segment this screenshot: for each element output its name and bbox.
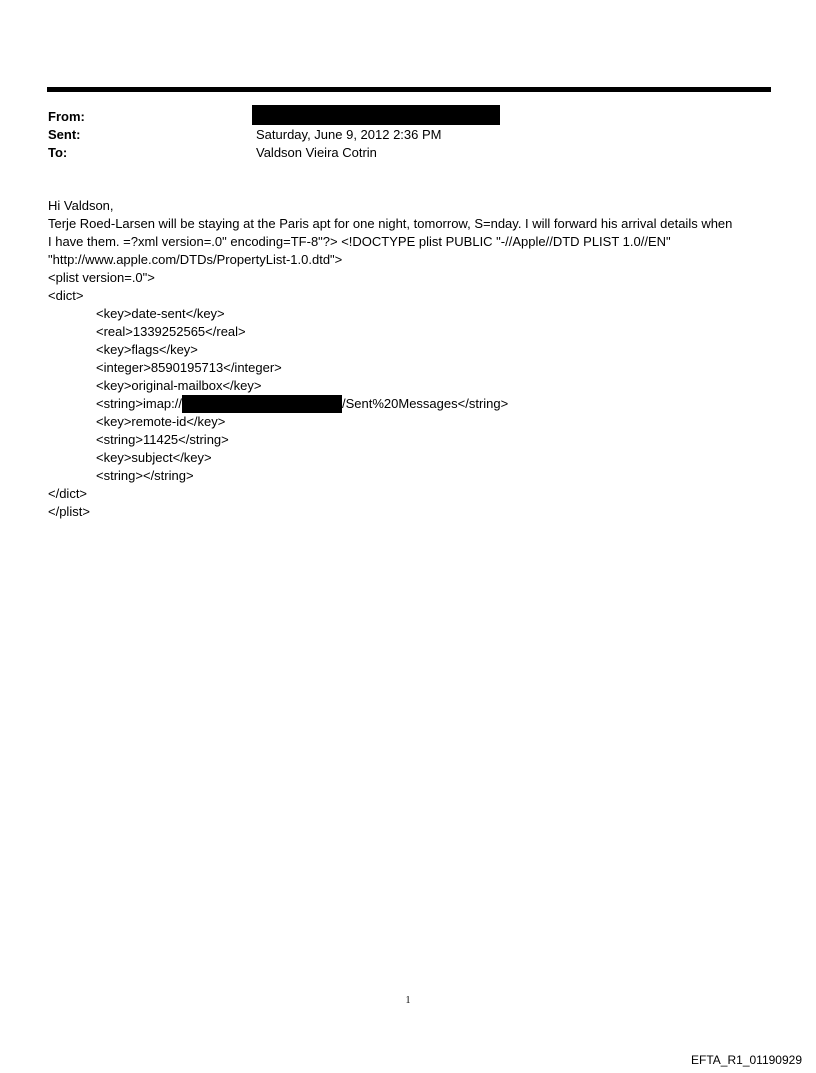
body-line: "http://www.apple.com/DTDs/PropertyList-1.0.dtd"> bbox=[48, 252, 343, 267]
greeting: Hi Valdson, bbox=[48, 198, 114, 213]
plist-close: </plist> bbox=[48, 504, 90, 519]
plist-key-line: <key>subject</key> bbox=[96, 450, 212, 465]
plist-imap-line bbox=[48, 395, 770, 413]
plist-key-line: <key>remote-id</key> bbox=[96, 414, 226, 429]
redaction-box bbox=[182, 395, 342, 413]
imap-prefix: <string>imap:// bbox=[96, 396, 182, 411]
plist-value-line: <real>1339252565</real> bbox=[96, 324, 246, 339]
header-divider bbox=[47, 87, 771, 92]
dict-open: <dict> bbox=[48, 288, 84, 303]
email-body bbox=[48, 197, 770, 521]
sent-label: Sent: bbox=[48, 127, 81, 142]
plist-open: <plist version=.0"> bbox=[48, 270, 155, 285]
plist-key-line: <key>date-sent</key> bbox=[96, 306, 225, 321]
body-line: Terje Roed-Larsen will be staying at the Paris apt for one night, tomorrow, S=nday. I will forward his arrival details when bbox=[48, 216, 733, 231]
email-header bbox=[48, 108, 768, 162]
from-label: From: bbox=[48, 109, 85, 124]
plist-key-line: <key>flags</key> bbox=[96, 342, 198, 357]
from-row bbox=[48, 108, 768, 126]
body-line: I have them. =?xml version=.0" encoding=TF-8"?> <!DOCTYPE plist PUBLIC "-//Apple//DTD PLIST 1.0//EN" bbox=[48, 234, 671, 249]
document-id: EFTA_R1_01190929 bbox=[691, 1053, 802, 1067]
redaction-box bbox=[252, 105, 500, 125]
plist-key-line: <key>original-mailbox</key> bbox=[96, 378, 262, 393]
to-label: To: bbox=[48, 145, 68, 160]
plist-value-line: <string></string> bbox=[96, 468, 194, 483]
page-number: 1 bbox=[405, 995, 411, 1006]
sent-row bbox=[48, 126, 768, 144]
plist-value-line: <integer>8590195713</integer> bbox=[96, 360, 282, 375]
to-value: Valdson Vieira Cotrin bbox=[256, 145, 377, 160]
to-row bbox=[48, 144, 768, 162]
plist-value-line: <string>11425</string> bbox=[96, 432, 229, 447]
imap-suffix: /Sent%20Messages</string> bbox=[342, 396, 509, 411]
dict-close: </dict> bbox=[48, 486, 88, 501]
sent-value: Saturday, June 9, 2012 2:36 PM bbox=[256, 127, 442, 142]
